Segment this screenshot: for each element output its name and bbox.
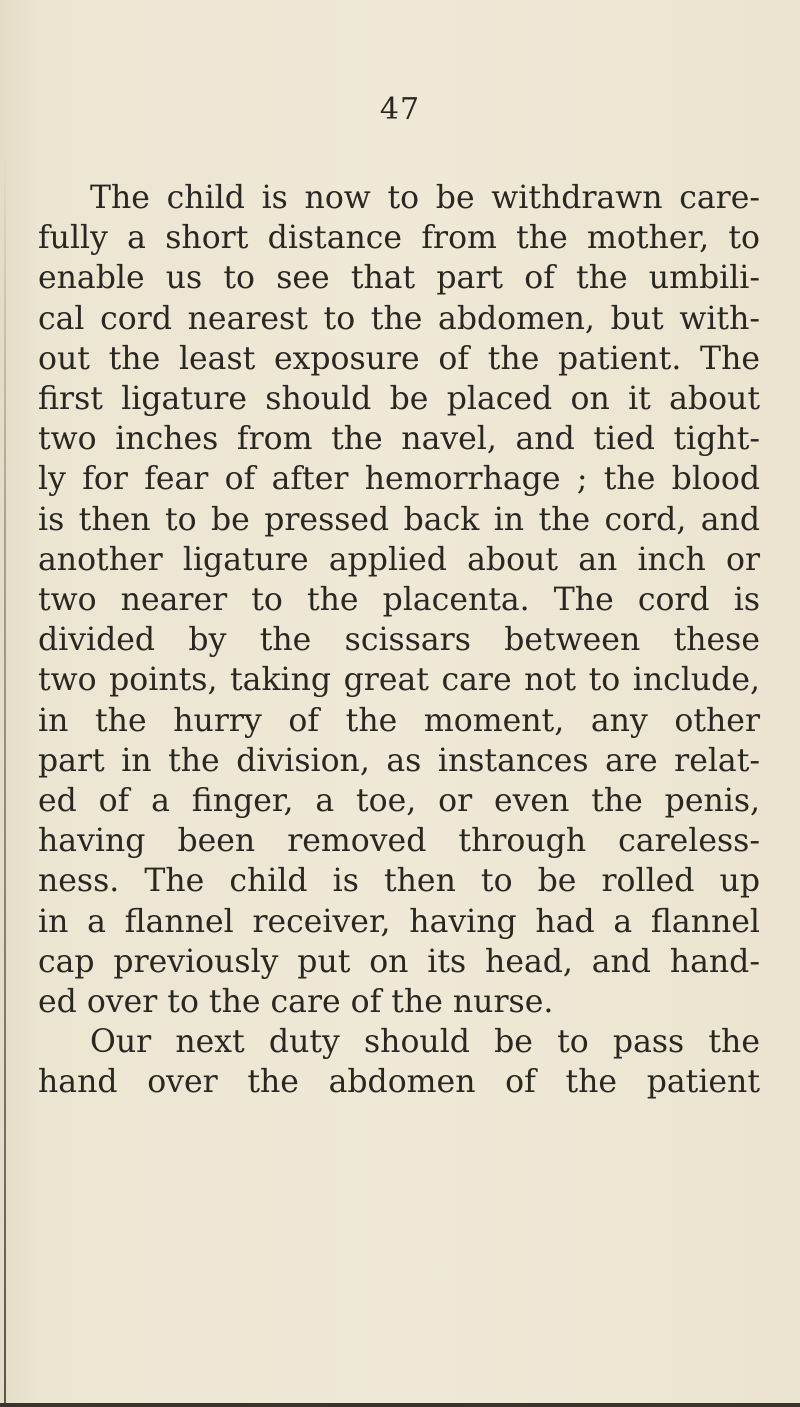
- text-line: out the least exposure of the patient. The: [38, 340, 760, 377]
- text-line: two points, taking great care not to include,: [38, 662, 760, 699]
- text-line: is then to be pressed back in the cord, and: [38, 501, 760, 538]
- text-line: fully a short distance from the mother, to: [38, 220, 760, 257]
- page-number: 47: [379, 92, 421, 127]
- text-line: ed over to the care of the nurse.: [38, 984, 554, 1021]
- text-line: ed of a finger, a toe, or even the penis,: [38, 783, 760, 820]
- text-line: having been removed through careless-: [38, 823, 760, 860]
- text-line: first ligature should be placed on it about: [38, 381, 760, 418]
- text-line: cap previously put on its head, and hand-: [38, 943, 760, 980]
- text-line: part in the division, as instances are relat-: [38, 742, 760, 779]
- text-line: ness. The child is then to be rolled up: [38, 863, 760, 900]
- text-line: in a flannel receiver, having had a flannel: [38, 903, 760, 940]
- gutter-shadow: [4, 150, 6, 1407]
- text-line: hand over the abdomen of the patient: [38, 1064, 760, 1101]
- text-line: in the hurry of the moment, any other: [38, 702, 760, 739]
- text-line: ly for fear of after hemorrhage ; the blood: [38, 461, 760, 498]
- text-line: two nearer to the placenta. The cord is: [38, 582, 760, 619]
- text-line: The child is now to be withdrawn care-: [90, 180, 760, 216]
- body-text: [38, 178, 760, 1103]
- text-line: enable us to see that part of the umbili-: [38, 260, 760, 297]
- text-line: another ligature applied about an inch or: [38, 541, 760, 578]
- text-line: Our next duty should be to pass the: [90, 1024, 760, 1061]
- text-line: two inches from the navel, and tied tight-: [38, 421, 760, 458]
- text-line: divided by the scissars between these: [38, 622, 760, 659]
- page-bottom-edge: [0, 1403, 800, 1407]
- text-line: cal cord nearest to the abdomen, but with-: [38, 300, 760, 337]
